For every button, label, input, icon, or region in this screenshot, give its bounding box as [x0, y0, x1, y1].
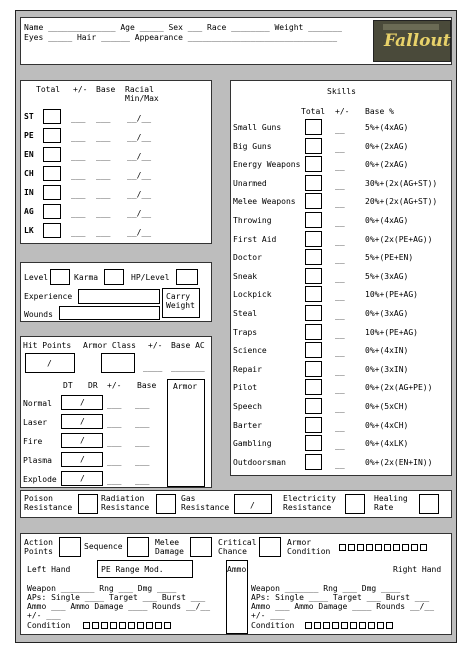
right-weapon-line: Weapon _______ Rng ___ Dmg ____: [251, 584, 401, 593]
action-points-label: Action Points: [24, 538, 53, 556]
skill-mod-blank: __: [335, 273, 345, 283]
skill-total-field[interactable]: [305, 193, 322, 209]
skill-mod-blank: __: [335, 255, 345, 265]
skill-name: Big Guns: [233, 141, 272, 151]
damage-base-blank: ___: [135, 419, 150, 428]
skills-panel: [230, 80, 452, 476]
skill-total-field[interactable]: [305, 454, 322, 470]
stat-name: EN: [24, 150, 34, 159]
header-line-1: Name ______________ Age _____ Sex ___ Race ________ Weight _______: [24, 23, 342, 32]
left-mod-line: +/- ___: [27, 611, 61, 620]
pe-range-label: PE Range Mod.: [101, 565, 164, 574]
left-hand-label: Left Hand: [27, 565, 71, 574]
skill-total-field[interactable]: [305, 435, 322, 451]
skill-mod-blank: __: [335, 348, 345, 358]
combat-panel: [20, 336, 212, 488]
skill-name: Outdoorsman: [233, 457, 286, 467]
pe-range-box[interactable]: [97, 560, 193, 578]
damage-resist-slash: /: [80, 436, 85, 445]
condition-checkbox[interactable]: [323, 622, 330, 629]
stat-total-field[interactable]: [43, 109, 61, 124]
skill-base-formula: 0%+(4xCH): [365, 420, 409, 430]
skill-name: Throwing: [233, 216, 272, 225]
skill-mod-blank: __: [335, 143, 345, 153]
level-panel: [20, 262, 212, 322]
level-label: Level: [24, 273, 49, 282]
skill-name: Energy Weapons: [233, 160, 301, 170]
condition-checkbox[interactable]: [341, 622, 348, 629]
stat-mod-blank: ___: [71, 171, 86, 180]
skill-mod-blank: __: [335, 366, 345, 376]
stat-total-field[interactable]: [43, 128, 61, 143]
left-condition-label: Condition: [27, 621, 71, 630]
armor-condition-boxes[interactable]: [339, 543, 429, 552]
skill-mod-blank: __: [335, 180, 345, 190]
fallout-logo: [373, 20, 451, 62]
logo-text: Fallout: [384, 31, 451, 51]
stats-total-header: Total: [36, 85, 61, 94]
condition-checkbox[interactable]: [137, 622, 144, 629]
base-ac-label: Base AC: [171, 341, 205, 350]
stat-total-field[interactable]: [43, 166, 61, 181]
stat-mod-blank: ___: [71, 228, 86, 237]
stat-racial-blank: __/__: [127, 114, 152, 123]
karma-label: Karma: [74, 273, 99, 282]
carry-weight-box[interactable]: [162, 288, 200, 318]
dmg-mod-header: +/-: [107, 381, 122, 390]
skill-name: Sneak: [233, 271, 258, 281]
stat-mod-blank: ___: [71, 209, 86, 218]
skill-mod-blank: __: [335, 199, 345, 209]
skill-base-formula: 10%+(PE+AG): [365, 327, 418, 337]
condition-checkbox[interactable]: [359, 622, 366, 629]
left-weapon-line: Weapon _______ Rng ___ Dmg ____: [27, 584, 177, 593]
condition-checkbox[interactable]: [377, 622, 384, 629]
karma-field[interactable]: [104, 269, 124, 285]
skill-name: Gambling: [233, 439, 272, 449]
armor-class-field[interactable]: [101, 353, 135, 373]
header-line-2: Eyes _____ Hair ______ Appearance _______________________________: [24, 33, 338, 42]
critical-chance-label: Critical Chance: [218, 538, 257, 556]
skill-mod-blank: __: [335, 292, 345, 302]
dmg-base-header: Base: [137, 381, 157, 390]
skill-base-formula: 0%+(3xAG): [365, 309, 409, 318]
stat-base-blank: ___: [96, 152, 111, 161]
condition-checkbox[interactable]: [119, 622, 126, 629]
skill-base-formula: 0%+(4xLK): [365, 439, 409, 449]
skill-total-field[interactable]: [305, 324, 322, 340]
armor-label: Armor: [173, 382, 198, 391]
skill-name: Repair: [233, 364, 262, 374]
armor-class-label: Armor Class: [83, 341, 136, 350]
skill-name: Unarmed: [233, 178, 267, 188]
logo-banner: [383, 24, 439, 30]
skill-total-field[interactable]: [305, 342, 322, 358]
skill-base-formula: 0%+(2x(EN+IN)): [365, 457, 433, 467]
skill-base-formula: 0%+(4xIN): [365, 346, 409, 356]
damage-resist-field[interactable]: [61, 452, 103, 467]
stat-base-blank: ___: [96, 133, 111, 142]
wounds-label: Wounds: [24, 310, 53, 319]
stat-mod-blank: ___: [71, 190, 86, 199]
condition-checkbox[interactable]: [402, 544, 409, 551]
left-aps-line: APs: Single ____ Target ___ Burst ___: [27, 593, 206, 602]
skill-mod-blank: __: [335, 329, 345, 339]
skill-total-field[interactable]: [305, 175, 322, 191]
hit-points-field[interactable]: [25, 353, 75, 373]
hit-points-slash: /: [47, 359, 52, 368]
electricity-field[interactable]: [345, 494, 365, 514]
condition-checkbox[interactable]: [101, 622, 108, 629]
skill-name: Doctor: [233, 253, 262, 263]
stat-total-field[interactable]: [43, 223, 61, 238]
damage-resist-slash: /: [80, 417, 85, 426]
damage-type-label: Plasma: [23, 456, 52, 465]
skill-base-formula: 0%+(2x(PE+AG)): [365, 234, 433, 244]
left-condition-boxes[interactable]: [83, 621, 173, 630]
skill-total-field[interactable]: [305, 305, 322, 321]
stat-racial-blank: __/__: [127, 152, 152, 161]
stat-total-field[interactable]: [43, 185, 61, 200]
electricity-label: Electricity Resistance: [283, 494, 336, 512]
skill-name: Small Guns: [233, 123, 282, 132]
damage-resist-slash: /: [80, 398, 85, 407]
stat-base-blank: ___: [96, 114, 111, 123]
skill-name: First Aid: [233, 234, 277, 244]
stat-name: AG: [24, 207, 34, 216]
damage-base-blank: ___: [135, 476, 150, 485]
stats-mod-header: +/-: [73, 85, 88, 94]
skill-name: Lockpick: [233, 290, 272, 300]
poison-label: Poison Resistance: [24, 494, 73, 512]
condition-checkbox[interactable]: [110, 622, 117, 629]
level-field[interactable]: [50, 269, 70, 285]
damage-resist-field[interactable]: [61, 395, 103, 410]
condition-checkbox[interactable]: [375, 544, 382, 551]
right-mod-line: +/- ___: [251, 611, 285, 620]
skill-mod-blank: __: [335, 459, 345, 469]
skill-mod-blank: __: [335, 162, 345, 172]
ammo-label: Ammo: [227, 565, 247, 574]
skill-name: Steal: [233, 309, 258, 318]
damage-mod-blank: ___: [107, 457, 122, 466]
stats-panel: [20, 80, 212, 244]
condition-checkbox[interactable]: [393, 544, 400, 551]
skills-total-header: Total: [301, 107, 326, 116]
skill-total-field[interactable]: [305, 138, 322, 154]
skills-title: Skills: [327, 87, 356, 96]
base-ac-blank: _______: [171, 363, 205, 372]
stat-base-blank: ___: [96, 209, 111, 218]
hp-level-field[interactable]: [176, 269, 198, 285]
action-points-field[interactable]: [59, 537, 81, 557]
skill-total-field[interactable]: [305, 268, 322, 284]
skill-mod-blank: __: [335, 404, 345, 413]
radiation-label: Radiation Resistance: [101, 494, 150, 512]
damage-base-blank: ___: [135, 438, 150, 447]
condition-checkbox[interactable]: [420, 544, 427, 551]
stat-base-blank: ___: [96, 228, 111, 237]
condition-checkbox[interactable]: [155, 622, 162, 629]
skill-base-formula: 10%+(PE+AG): [365, 290, 418, 300]
skill-name: Speech: [233, 402, 262, 411]
stats-base-header: Base: [96, 85, 116, 94]
damage-mod-blank: ___: [107, 438, 122, 447]
damage-mod-blank: ___: [107, 476, 122, 485]
dt-header: DT: [63, 381, 73, 390]
damage-base-blank: ___: [135, 457, 150, 466]
damage-type-label: Fire: [23, 437, 43, 446]
healing-field[interactable]: [419, 494, 439, 514]
condition-checkbox[interactable]: [83, 622, 90, 629]
damage-mod-blank: ___: [107, 400, 122, 409]
damage-type-label: Laser: [23, 418, 48, 427]
condition-checkbox[interactable]: [164, 622, 171, 629]
right-hand-label: Right Hand: [393, 565, 442, 574]
skill-total-field[interactable]: [305, 119, 322, 135]
skill-base-formula: 0%+(4xAG): [365, 216, 409, 225]
skill-base-formula: 5%+(PE+EN): [365, 253, 414, 263]
healing-label: Healing Rate: [374, 494, 408, 512]
skill-base-formula: 0%+(3xIN): [365, 364, 409, 374]
stat-racial-blank: __/__: [127, 209, 152, 218]
skill-mod-blank: __: [335, 311, 345, 320]
damage-resist-slash: /: [80, 455, 85, 464]
stat-name: IN: [24, 188, 34, 197]
sequence-field[interactable]: [127, 537, 149, 557]
armor-box[interactable]: [167, 379, 205, 487]
damage-resist-slash: /: [80, 474, 85, 483]
critical-chance-field[interactable]: [259, 537, 281, 557]
sequence-label: Sequence: [84, 542, 123, 551]
condition-checkbox[interactable]: [357, 544, 364, 551]
damage-resist-field[interactable]: [61, 414, 103, 429]
skills-mod-header: +/-: [335, 107, 350, 116]
stat-name: ST: [24, 112, 34, 121]
skill-total-field[interactable]: [305, 231, 322, 247]
condition-checkbox[interactable]: [348, 544, 355, 551]
stat-racial-blank: __/__: [127, 133, 152, 142]
condition-checkbox[interactable]: [128, 622, 135, 629]
skill-total-field[interactable]: [305, 361, 322, 377]
carry-weight-label: Carry Weight: [166, 292, 195, 310]
skill-name: Science: [233, 346, 267, 356]
hp-level-label: HP/Level: [131, 273, 170, 282]
skill-base-formula: 0%+(2x(AG+PE)): [365, 383, 433, 393]
ammo-box[interactable]: [226, 560, 248, 634]
resistance-panel: [20, 490, 452, 518]
skill-base-formula: 5%+(3xAG): [365, 271, 409, 281]
stats-racial-header: Racial Min/Max: [125, 85, 159, 103]
hit-points-label: Hit Points: [23, 341, 72, 350]
skill-total-field[interactable]: [305, 286, 322, 302]
condition-checkbox[interactable]: [146, 622, 153, 629]
condition-checkbox[interactable]: [384, 544, 391, 551]
dr-header: DR: [88, 381, 98, 390]
skill-base-formula: 5%+(4xAG): [365, 123, 409, 132]
skill-total-field[interactable]: [305, 249, 322, 265]
stat-name: LK: [24, 226, 34, 235]
melee-damage-label: Melee Damage: [155, 538, 184, 556]
condition-checkbox[interactable]: [332, 622, 339, 629]
experience-label: Experience: [24, 292, 73, 301]
condition-checkbox[interactable]: [411, 544, 418, 551]
stat-mod-blank: ___: [71, 133, 86, 142]
skill-mod-blank: __: [335, 125, 345, 134]
stat-base-blank: ___: [96, 171, 111, 180]
right-ammo-line: Ammo ___ Ammo Damage ____ Rounds __/__: [251, 602, 435, 611]
experience-field[interactable]: [78, 289, 160, 304]
ac-mod-blank: ____: [143, 363, 163, 372]
damage-type-label: Explode: [23, 475, 57, 484]
stat-mod-blank: ___: [71, 114, 86, 123]
condition-checkbox[interactable]: [368, 622, 375, 629]
skill-total-field[interactable]: [305, 212, 322, 228]
stat-name: PE: [24, 131, 34, 140]
left-ammo-line: Ammo ___ Ammo Damage ____ Rounds __/__: [27, 602, 211, 611]
skill-name: Barter: [233, 420, 262, 430]
skill-base-formula: 30%+(2x(AG+ST)): [365, 178, 438, 188]
stat-base-blank: ___: [96, 190, 111, 199]
right-aps-line: APs: Single ____ Target ___ Burst ___: [251, 593, 430, 602]
skill-name: Traps: [233, 327, 258, 337]
stat-mod-blank: ___: [71, 152, 86, 161]
stat-racial-blank: __/__: [127, 171, 152, 180]
skill-base-formula: 0%+(5xCH): [365, 402, 409, 411]
stat-racial-blank: __/__: [127, 228, 152, 237]
skill-name: Pilot: [233, 383, 258, 393]
condition-checkbox[interactable]: [305, 622, 312, 629]
skill-base-formula: 0%+(2xAG): [365, 141, 409, 151]
skill-mod-blank: __: [335, 385, 345, 395]
skill-mod-blank: __: [335, 236, 345, 246]
skill-mod-blank: __: [335, 218, 345, 227]
gas-label: Gas Resistance: [181, 494, 230, 512]
stat-name: CH: [24, 169, 34, 178]
condition-checkbox[interactable]: [366, 544, 373, 551]
right-condition-label: Condition: [251, 621, 295, 630]
gas-slash: /: [250, 501, 255, 510]
armor-condition-label: Armor Condition: [287, 538, 331, 556]
skill-total-field[interactable]: [305, 398, 322, 414]
damage-resist-field[interactable]: [61, 433, 103, 448]
skill-total-field[interactable]: [305, 156, 322, 172]
stat-total-field[interactable]: [43, 204, 61, 219]
skill-base-formula: 0%+(2xAG): [365, 160, 409, 170]
condition-checkbox[interactable]: [350, 622, 357, 629]
skill-name: Melee Weapons: [233, 197, 296, 207]
poison-field[interactable]: [78, 494, 98, 514]
condition-checkbox[interactable]: [314, 622, 321, 629]
skills-base-header: Base %: [365, 107, 394, 116]
damage-resist-field[interactable]: [61, 471, 103, 486]
wounds-field[interactable]: [59, 306, 160, 320]
damage-mod-blank: ___: [107, 419, 122, 428]
condition-checkbox[interactable]: [339, 544, 346, 551]
ac-mod-label: +/-: [148, 341, 163, 350]
skill-base-formula: 20%+(2x(AG+ST)): [365, 197, 438, 207]
melee-damage-field[interactable]: [190, 537, 212, 557]
skill-mod-blank: __: [335, 422, 345, 432]
condition-checkbox[interactable]: [92, 622, 99, 629]
condition-checkbox[interactable]: [386, 622, 393, 629]
stat-total-field[interactable]: [43, 147, 61, 162]
right-condition-boxes[interactable]: [305, 621, 395, 630]
weapons-panel: [20, 533, 452, 635]
damage-base-blank: ___: [135, 400, 150, 409]
skill-total-field[interactable]: [305, 379, 322, 395]
stat-racial-blank: __/__: [127, 190, 152, 199]
radiation-field[interactable]: [156, 494, 176, 514]
gas-field[interactable]: [234, 494, 272, 514]
skill-total-field[interactable]: [305, 417, 322, 433]
damage-type-label: Normal: [23, 399, 52, 408]
skill-mod-blank: __: [335, 441, 345, 451]
